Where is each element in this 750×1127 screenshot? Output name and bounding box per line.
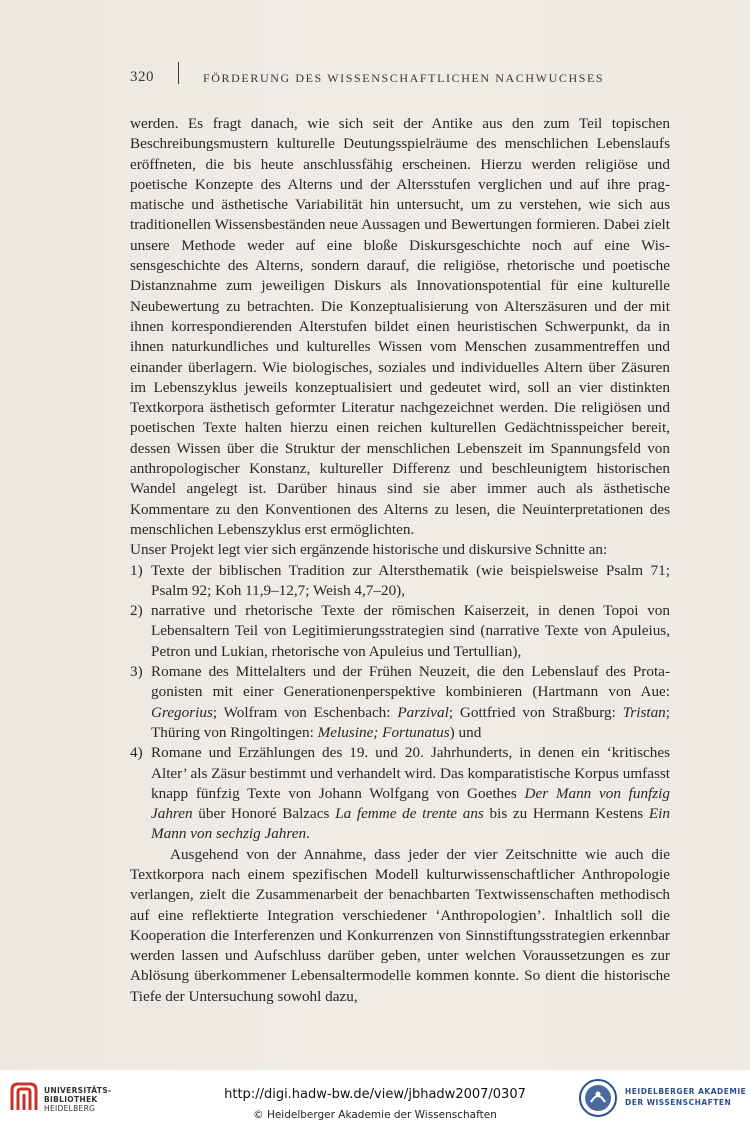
list-text: bis zu Hermann Kestens [483, 805, 649, 823]
title-goethe: Der Mann von funfzig Jahren [151, 784, 670, 823]
list-number: 4) [130, 744, 143, 762]
academy-logo-icon[interactable] [578, 1078, 618, 1118]
list-item [130, 601, 670, 662]
numbered-list [130, 561, 670, 845]
list-item [130, 662, 670, 743]
title-melusine-fortunatus: Melusine; Fortunatus [317, 723, 450, 741]
list-text: ; Wolfram von Eschenbach: [212, 703, 398, 721]
paragraph-2: Unser Projekt legt vier sich ergänzende historische und diskursive Schnitte an: [130, 541, 608, 559]
paragraph-3: Ausgehend von der Annahme, dass jeder der vier Zeitschnitte wie auch die Textkorpora nach einem spezifischen Modell kulturwissenschaftlicher Anthropologie verlangen, zielt die Zusammenarbeit der benachbarten Textwissenschaften methodisch auf eine reflektierte Integration verschiedener ‘Anthropologien’. Inhaltlich soll die Kooperation die Interferenzen und Konkurrenzen von Sinnstiftungsstrategien erkennbar werden lassen und Aufschluss darüber geben, unter welchen Voraussetzungen es zur Ablösung überkommener Lebensaltermodelle kommen konnte. So dient die historische Tiefe der Untersuchung sowohl dazu, [130, 845, 670, 1005]
permalink-url[interactable]: http://digi.hadw-bw.de/view/jbhadw2007/0307 [224, 1087, 526, 1102]
list-text: ; Gottfried von Straßburg: [448, 703, 623, 721]
list-number: 1) [130, 561, 143, 579]
title-kesten: Ein Mann von sechzig Jahren [151, 805, 670, 843]
list-text: ) und [449, 723, 482, 741]
list-text: Romane und Erzählungen des 19. und 20. Jahrhunderts, in denen ein ‘kritisches Alter’ als Zäsur bestimmt und verhandelt wird. Das komparatistische Korpus umfasst knapp fünfzig Texte von Johann Wolfgang von Goethes [151, 744, 670, 802]
running-title: FÖRDERUNG DES WISSENSCHAFTLICHEN NACHWUCHSES [203, 71, 605, 85]
page-number: 320 [130, 69, 154, 85]
academy-name[interactable]: HEIDELBERGER AKADEMIE DER WISSENSCHAFTEN [625, 1087, 747, 1107]
list-text: über Honoré Balzacs [192, 805, 336, 823]
list-number: 3) [130, 663, 143, 681]
title-gregorius: Gregorius [151, 703, 213, 721]
university-library-name[interactable]: UNIVERSITÄTS- BIBLIOTHEK HEIDELBERG [44, 1086, 112, 1113]
viewer-footer [0, 1070, 750, 1127]
list-text: Texte der biblischen Tradition zur Altersthematik (wie beispielsweise Psalm 71; Psalm 92; Koh 11,9–12,7; Weish 4,7–20), [151, 561, 670, 599]
title-parzival: Parzival [397, 703, 449, 721]
list-text: narrative und rhetorische Texte der römischen Kaiserzeit, in denen Topoi von Lebensaltern Teil von Legitimierungsstrategien sind (narrative Texte von Apuleius, Petron und Lukian, rhetorische von Apuleius und Tertullian), [151, 602, 670, 660]
list-item [130, 743, 670, 844]
header-divider [178, 62, 179, 84]
list-text: Romane des Mittelalters und der Frühen Neuzeit, die den Lebenslauf des Protagonisten mit einer Generationenperspektive kombinieren (Hartmann von Aue: [151, 663, 670, 701]
list-number: 2) [130, 602, 143, 620]
body-text [130, 114, 670, 1007]
title-tristan: Tristan [622, 703, 666, 721]
copyright-notice: © Heidelberger Akademie der Wissenschaften [253, 1109, 497, 1121]
list-text: . [306, 825, 310, 843]
list-item [130, 561, 670, 602]
paragraph-1: werden. Es fragt danach, wie sich seit der Antike aus den zum Teil topischen Beschreibungsmustern kulturelle Deutungsspielräume des menschlichen Lebenslaufs eröffneten, die bis heute anschlussfähig erscheinen. Hierzu werden religiöse und poetische Konzepte des Alterns und der Altersstufen verglichen und auf ihre pragmatische und ästhetische Variabilität hin untersucht, um zu verstehen, wie sich aus traditionellen Wissensbeständen neue Aussagen und Bewertungen formieren. Dabei zielt unsere Methode weder auf eine bloße Diskursgeschichte noch auf eine Wissensgeschichte des Alterns, sondern darauf, die religiöse, rhetorische und poetische Distanznahme zum jeweiligen Diskurs als Innovationspotential für eine kulturelle Neubewertung zu betrachten. Die Konzeptualisierung von Alterszäsuren und der mit ihnen korrespondierenden Alterstufen bildet einen heuristischen Schwerpunkt, da in ihnen naturkundliches und kulturelles Wissen vom Menschen zusammentreffen und einander überlagern. Wie biologisches, soziales und individuelles Altern über Zäsuren im Lebenszyklus jeweils konzeptualisiert und gedeutet wird, soll an vier distinkten Textkorpora ästhetisch geformter Literatur nachgezeichnet werden. Die religiösen und poetischen Texte halten hierzu einen reichen kulturellen Gedächtnisspeicher bereit, dessen Wissen über die Struktur der menschlichen Lebenszeit im Spannungsfeld von anthropologischer Konstanz, kultureller Differenz und beschleunigtem historischen Wandel angelegt ist. Darüber hinaus sind sie aber immer auch als ästhetische Kommentare zu den Konventionen des Alterns zu lesen, die Neuinterpretationen des menschlichen Lebenszyklus erst ermöglichten. [130, 115, 670, 538]
list-text: ; Thüring von Ringoltingen: [151, 703, 670, 741]
running-head [0, 62, 750, 92]
title-balzac: La femme de trente ans [335, 805, 484, 823]
